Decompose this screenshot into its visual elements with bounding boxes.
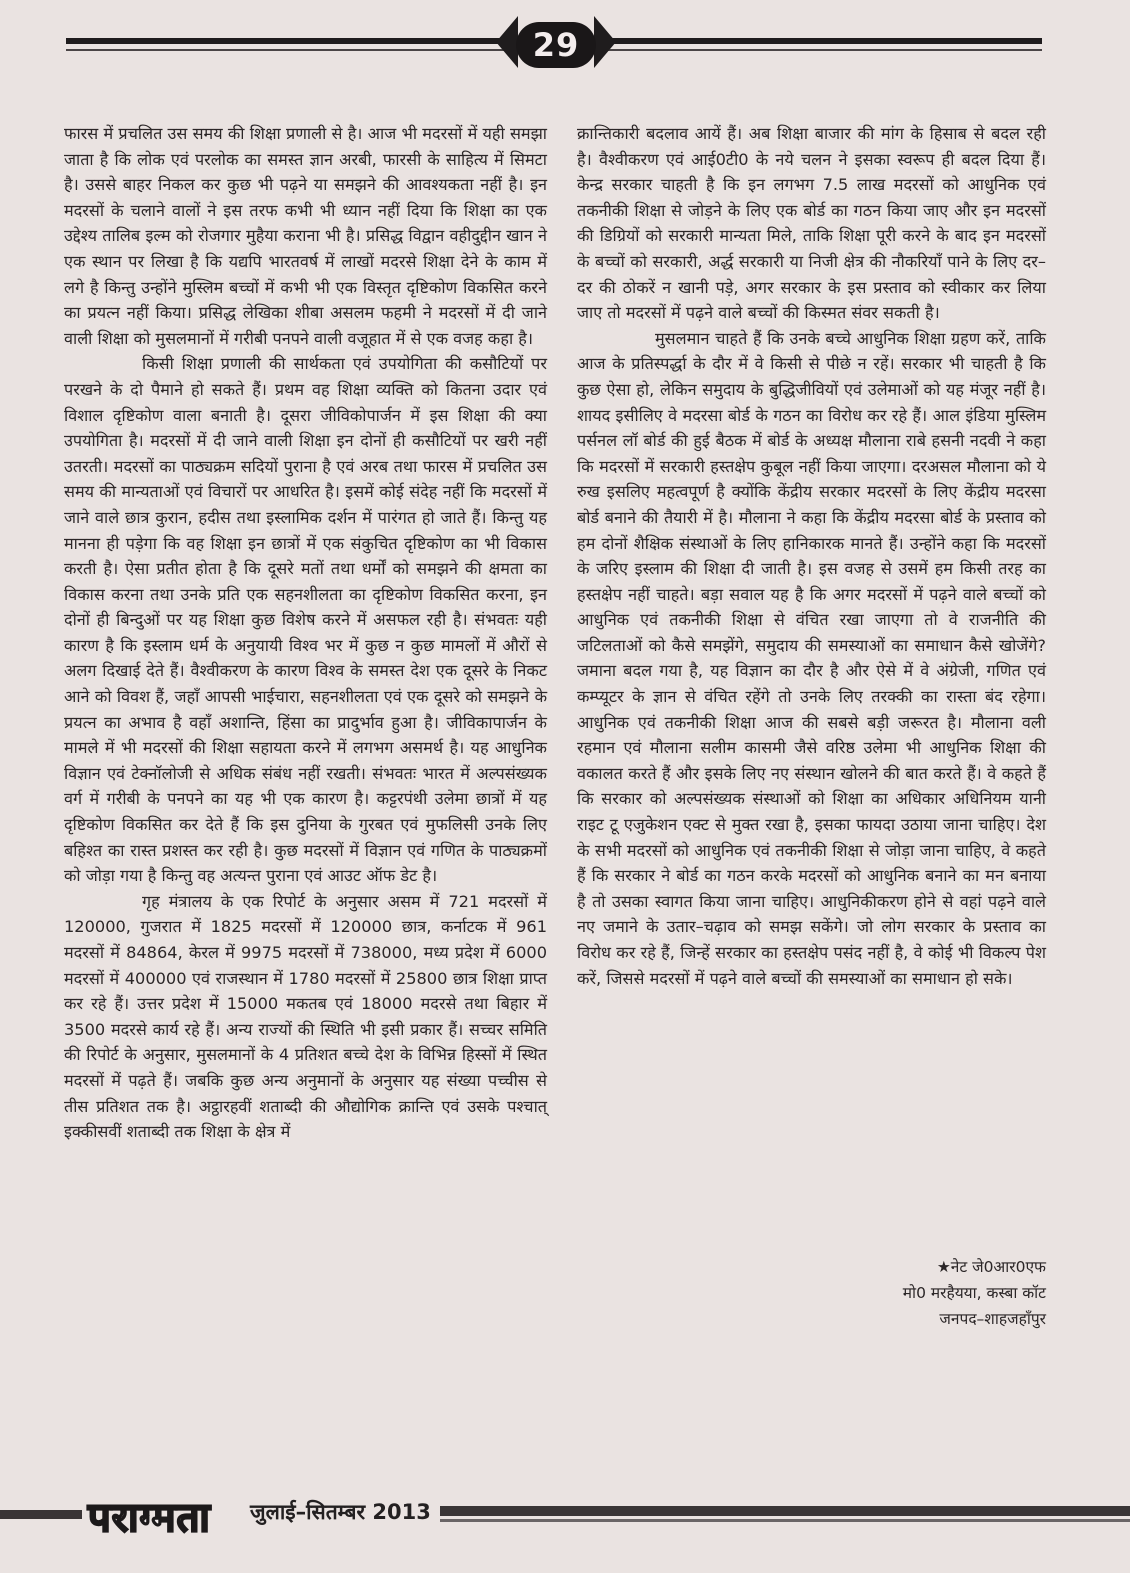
header-ornament-right	[594, 16, 616, 68]
author-district: जनपद–शाहजहाँपुर	[939, 1310, 1046, 1328]
page-number: 29	[516, 22, 596, 68]
right-column	[577, 121, 1046, 991]
author-address: मो0 मरहैयया, कस्बा कॉट	[902, 1284, 1046, 1302]
paragraph: क्रान्तिकारी बदलाव आयें हैं। अब शिक्षा बाजार की मांग के हिसाब से बदल रही है। वैश्वीकरण एवं आई0टी0 के नये चलन ने इसका स्वरूप ही बदल दिया हैं। केन्द्र सरकार चाहती है कि इन लगभग 7.5 लाख मदरसों को आधुनिक एवं तकनीकी शिक्षा से जोड़ने के लिए एक बोर्ड का गठन किया जाए और इन मदरसों की डिग्रियों को सरकारी मान्यता मिले, ताकि शिक्षा पूरी करने के बाद इन मदरसों के बच्चों को सरकारी, अर्द्ध सरकारी या निजी क्षेत्र की नौकरियाँ पाने के लिए दर–दर की ठोकरें न खानी पड़े, अगर सरकार के इस प्रस्ताव को स्वीकार कर लिया जाए तो मदरसों में पढ़ने वाले बच्चों की किस्मत संवर सकती है।	[577, 124, 1046, 323]
paragraph: मुसलमान चाहते हैं कि उनके बच्चे आधुनिक शिक्षा ग्रहण करें, ताकि आज के प्रतिस्पर्द्धा के दौर में वे किसी से पीछे न रहें। सरकार भी चाहती है कि कुछ ऐसा हो, लेकिन समुदाय के बुद्धिजीवियों एवं उलेमाओं को यह मंजूर नहीं है। शायद इसीलिए वे मदरसा बोर्ड के गठन का विरोध कर रहे हैं। आल इंडिया मुस्लिम पर्सनल लॉ बोर्ड की हुई बैठक में बोर्ड के अध्यक्ष मौलाना राबे हसनी नदवी ने कहा कि मदरसों में सरकारी हस्तक्षेप कुबूल नहीं किया जाएगा। दरअसल मौलाना को ये रुख इसलिए महत्वपूर्ण है क्योंकि केंद्रीय सरकार मदरसों के लिए केंद्रीय मदरसा बोर्ड बनाने की तैयारी में है। मौलाना ने कहा कि केंद्रीय मदरसा बोर्ड के प्रस्ताव को हम दोनों शैक्षिक संस्थाओं के लिए हानिकारक मानते हैं। उन्होंने कहा कि मदरसों के जरिए इस्लाम की शिक्षा दी जाती है। इस वजह से उसमें हम किसी तरह का हस्तक्षेप नहीं चाहते। बड़ा सवाल यह है कि अगर मदरसों में पढ़ने वाले बच्चों को आधुनिक एवं तकनीकी शिक्षा से वंचित रखा जाएगा तो वे राजनीति की जटिलताओं को कैसे समझेंगे, समुदाय की समस्याओं का समाधान कैसे खोजेंगे? जमाना बदल गया है, यह विज्ञान का दौर है और ऐसे में वे अंग्रेजी, गणित एवं कम्प्यूटर के ज्ञान से वंचित रहेंगे तो उनके लिए तरक्की का रास्ता बंद रहेगा। आधुनिक एवं तकनीकी शिक्षा आज की सबसे बड़ी जरूरत है। मौलाना वली रहमान एवं मौलाना सलीम कासमी जैसे वरिष्ठ उलेमा भी आधुनिक शिक्षा की वकालत करते हैं और इसके लिए नए संस्थान खोलने की बात करते हैं। वे कहते हैं कि सरकार को अल्पसंख्यक संस्थाओं को शिक्षा का अधिकार अधिनियम यानी राइट टू एजुकेशन एक्ट से मुक्त रखा है, इसका फायदा उठाया जाना चाहिए। देश के सभी मदरसों को आधुनिक एवं तकनीकी शिक्षा से जोड़ा जाना चाहिए, वे कहते हैं कि सरकार ने बोर्ड का गठन करके मदरसों को आधुनिक बनाने का मन बनाया है तो उसका स्वागत किया जाना चाहिए। आधुनिकीकरण होने से वहां पढ़ने वाले नए जमाने के उतार–चढ़ाव को समझ सकेंगे। जो लोग सरकार के प्रस्ताव का विरोध कर रहे हैं, जिन्हें सरकार का हस्तक्षेप पसंद नहीं है, वे कोई भी विकल्प पेश करें, जिससे मदरसों में पढ़ने वाले बच्चों की समस्याओं का समाधान हो सके।	[577, 328, 1046, 988]
author-signature	[800, 1254, 1046, 1332]
paragraph: गृह मंत्रालय के एक रिपोर्ट के अनुसार असम में 721 मदरसों में 120000, गुजरात में 1825 मदरसों में 120000 छात्र, कर्नाटक में 961 मदरसों में 84864, केरल में 9975 मदरसों में 738000, मध्य प्रदेश में 6000 मदरसों में 400000 एवं राजस्थान में 1780 मदरसों में 25800 छात्र शिक्षा प्राप्त कर रहे हैं। उत्तर प्रदेश में 15000 मकतब एवं 18000 मदरसे तथा बिहार में 3500 मदरसे कार्य रहे हैं। अन्य राज्यों की स्थिति भी इसी प्रकार हैं। सच्चर समिति की रिपोर्ट के अनुसार, मुसलमानों के 4 प्रतिशत बच्चे देश के विभिन्न हिस्सों में स्थित मदरसों में पढ़ते हैं। जबकि कुछ अन्य अनुमानों के अनुसार यह संख्या पच्चीस से तीस प्रतिशत तक है। अट्ठारहवीं शताब्दी की औद्योगिक क्रान्ति एवं उसके पश्चात् इक्कीसवीं शताब्दी तक शिक्षा के क्षेत्र में	[64, 891, 547, 1142]
left-column	[64, 121, 547, 1145]
header-ornament-left	[496, 16, 518, 68]
footer-rule-right	[440, 1506, 1130, 1516]
page-header	[0, 0, 1130, 80]
author-degree: ★नेट जे0आर0एफ	[936, 1258, 1046, 1276]
magazine-title: पराग्मता	[88, 1495, 211, 1541]
footer-rule-left	[0, 1510, 82, 1519]
footer-rule-right-thin	[440, 1519, 1130, 1522]
issue-date: जुलाई–सितम्बर 2013	[250, 1500, 431, 1524]
paragraph: फारस में प्रचलित उस समय की शिक्षा प्रणाली से है। आज भी मदरसों में यही समझा जाता है कि लोक एवं परलोक का समस्त ज्ञान अरबी, फारसी के साहित्य में सिमटा है। उससे बाहर निकल कर कुछ भी पढ़ने या समझने की आवश्यकता नहीं है। इन मदरसों के चलाने वालों ने इस तरफ कभी भी ध्यान नहीं दिया कि शिक्षा का एक उद्देश्य तालिब इल्म को रोजगार मुहैया कराना भी है। प्रसिद्ध विद्वान वहीदुद्दीन खान ने एक स्थान पर लिखा है कि यद्यपि भारतवर्ष में लाखों मदरसे शिक्षा देने के काम में लगे है किन्तु उन्होंने मुस्लिम बच्चों में कभी भी एक विस्तृत दृष्टिकोण विकसित करने का प्रयत्न नहीं किया। प्रसिद्ध लेखिका शीबा असलम फहमी ने मदरसों में दी जाने वाली शिक्षा को मुसलमानों में गरीबी पनपने वाली वजूहात में से एक वजह कहा है।	[64, 124, 547, 348]
page-footer	[0, 1488, 1130, 1548]
paragraph: किसी शिक्षा प्रणाली की सार्थकता एवं उपयोगिता की कसौटियों पर परखने के दो पैमाने हो सकते हैं। प्रथम वह शिक्षा व्यक्ति को कितना उदार एवं विशाल दृष्टिकोण वाला बनाती है। दूसरा जीविकोपार्जन में इस शिक्षा की क्या उपयोगिता है। मदरसों में दी जाने वाली शिक्षा इन दोनों ही कसौटियों पर खरी नहीं उतरती। मदरसों का पाठ्यक्रम सदियों पुराना है एवं अरब तथा फारस में प्रचलित उस समय की मान्यताओं एवं विचारों पर आधरित है। इसमें कोई संदेह नहीं कि मदरसों में जाने वाले छात्र कुरान, हदीस तथा इस्लामिक दर्शन में पारंगत हो जाते हैं। किन्तु यह मानना ही पड़ेगा कि वह शिक्षा इन छात्रों में एक संकुचित दृष्टिकोण का भी विकास करती है। ऐसा प्रतीत होता है कि दूसरे मतों तथा धर्मों को समझने की क्षमता का विकास करना तथा उनके प्रति एक सहनशीलता का दृष्टिकोण विकसित करना, इन दोनों ही बिन्दुओं पर यह शिक्षा कुछ विशेष करने में असफल रही है। संभवतः यही कारण है कि इस्लाम धर्म के अनुयायी विश्व भर में कुछ न कुछ मामलों में औरों से अलग दिखाई देते हैं। वैश्वीकरण के कारण विश्व के समस्त देश एक दूसरे के निकट आने को विवश हैं, जहाँ आपसी भाईचारा, सहनशीलता एवं एक दूसरे को समझने के प्रयत्न का अभाव है वहाँ अशान्ति, हिंसा का प्रादुर्भाव हुआ है। जीविकापार्जन के मामले में भी मदरसों की शिक्षा सहायता करने में लगभग असमर्थ है। यह आधुनिक विज्ञान एवं टेक्नॉलोजी से अधिक संबंध नहीं रखती। संभवतः भारत में अल्पसंख्यक वर्ग में गरीबी के पनपने का यह भी एक कारण है। कट्टरपंथी उलेमा छात्रों में यह दृष्टिकोण विकसित कर देते हैं कि इस दुनिया के गुरबत एवं मुफलिसी उनके लिए बहिश्त का रास्त प्रशस्त कर रही है। कुछ मदरसों में विज्ञान एवं गणित के पाठ्यक्रमों को जोड़ा गया है किन्तु वह अत्यन्त पुराना एवं आउट ऑफ डेट है।	[64, 354, 547, 886]
